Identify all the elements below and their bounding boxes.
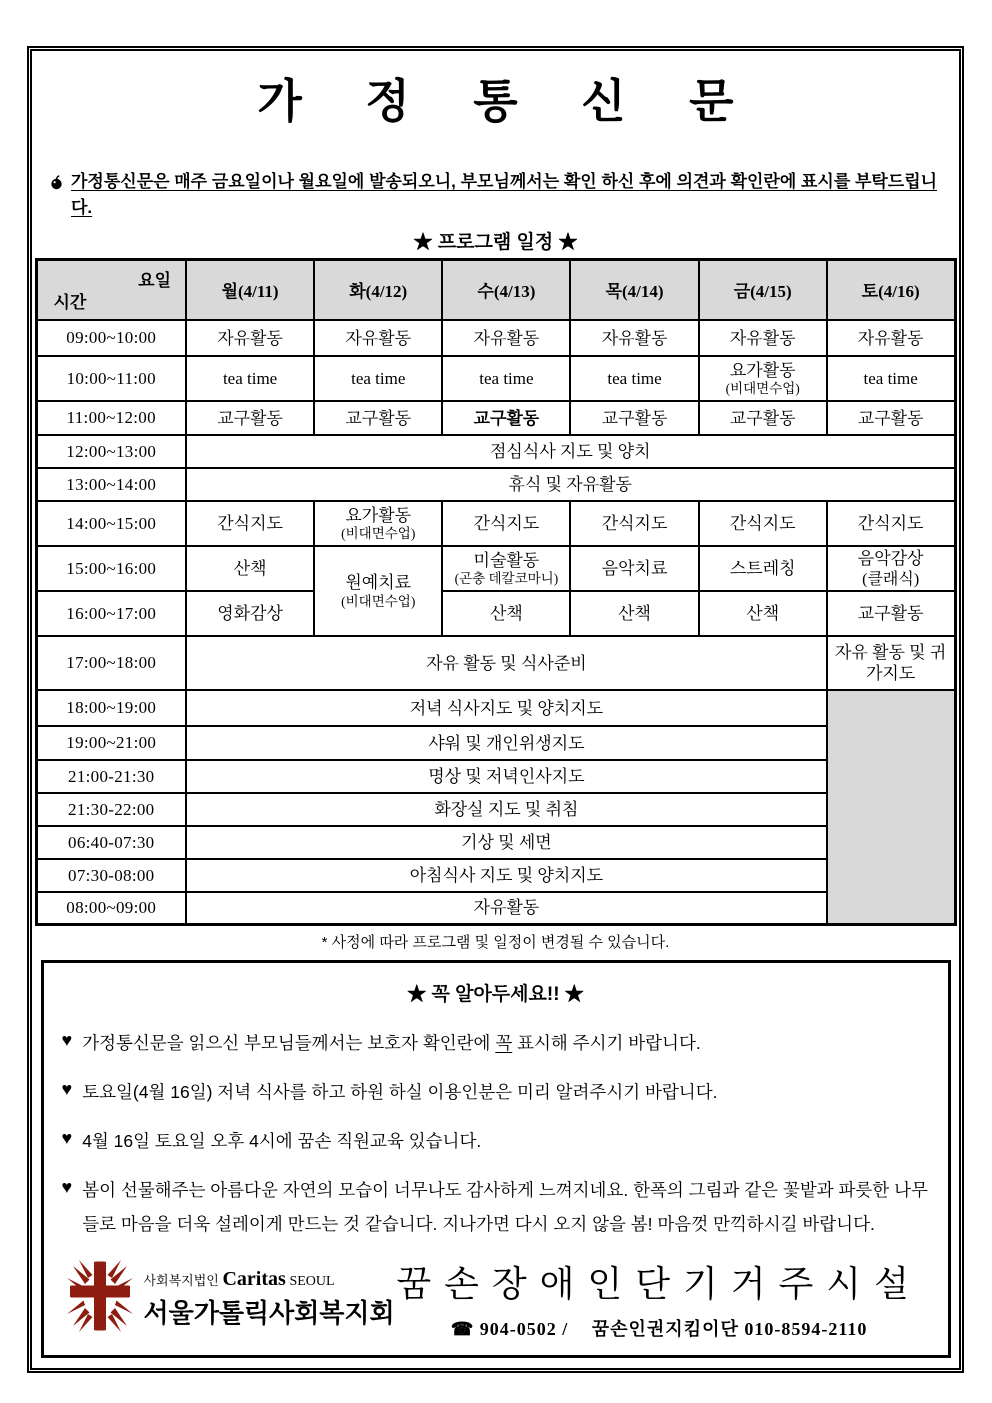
schedule-row xyxy=(36,859,955,892)
schedule-cell: 교구활동 xyxy=(699,401,827,435)
time-cell: 12:00~13:00 xyxy=(36,435,186,468)
schedule-cell: 간식지도 xyxy=(699,501,827,546)
schedule-cell: 명상 및 저녁인사지도 xyxy=(186,760,827,793)
schedule-header-row xyxy=(36,259,955,320)
time-cell: 17:00~18:00 xyxy=(36,636,186,690)
schedule-footnote: * 사정에 따라 프로그램 및 일정이 변경될 수 있습니다. xyxy=(321,933,670,951)
schedule-cell: 교구활동 xyxy=(827,401,955,435)
schedule-cell: 요가활동 (비대면수업) xyxy=(314,501,442,546)
schedule-cell: tea time xyxy=(570,356,698,401)
org-line1 xyxy=(144,1268,395,1291)
schedule-row xyxy=(36,546,955,591)
schedule-cell: 음악감상 (클래식) xyxy=(827,546,955,591)
org-caritas-label: Caritas xyxy=(222,1267,286,1290)
day-header-cell: 월(4/11) xyxy=(186,259,314,320)
schedule-cell: 산책 xyxy=(699,591,827,636)
day-header-cell: 목(4/14) xyxy=(570,259,698,320)
schedule-cell: 자유활동 xyxy=(186,320,314,356)
schedule-cell: 자유활동 xyxy=(442,320,570,356)
phone-number: 904-0502 xyxy=(479,1319,557,1340)
schedule-table xyxy=(35,258,957,926)
schedule-cell: 교구활동 xyxy=(314,401,442,435)
notice-item xyxy=(62,1075,930,1109)
schedule-cell: 교구활동 xyxy=(570,401,698,435)
footer xyxy=(58,1256,934,1341)
time-cell: 09:00~10:00 xyxy=(36,320,186,356)
caritas-logo-block xyxy=(58,1257,395,1340)
schedule-cell: tea time xyxy=(827,356,955,401)
schedule-cell: 스트레칭 xyxy=(699,546,827,591)
heart-bullet-icon: ♥ xyxy=(61,1029,73,1050)
caritas-emblem-icon xyxy=(64,1257,136,1340)
schedule-row xyxy=(36,591,955,636)
schedule-cell: 미술활동 (곤충 데칼코마니) xyxy=(442,546,570,591)
phone-icon: ☎ xyxy=(450,1319,475,1340)
schedule-cell: 교구활동 xyxy=(827,591,955,636)
schedule-row xyxy=(36,468,955,501)
schedule-cell: 간식지도 xyxy=(570,501,698,546)
notice-item xyxy=(62,1124,930,1158)
org-seoul-label: SEOUL xyxy=(289,1273,335,1289)
schedule-cell: 간식지도 xyxy=(442,501,570,546)
time-cell: 13:00~14:00 xyxy=(36,468,186,501)
schedule-row xyxy=(36,690,955,726)
schedule-cell xyxy=(827,690,955,924)
heart-bullet-icon: ♥ xyxy=(61,1078,73,1099)
heart-bullet-icon: ♥ xyxy=(61,1177,73,1198)
time-cell: 10:00~11:00 xyxy=(36,356,186,401)
schedule-row xyxy=(36,320,955,356)
notice-box xyxy=(41,960,951,1359)
time-cell: 08:00~09:00 xyxy=(36,892,186,924)
schedule-row xyxy=(36,435,955,468)
notice-list xyxy=(62,1026,930,1242)
facility-name: 꿈손장애인단기거주시설 xyxy=(396,1264,922,1305)
phone-separator: / xyxy=(562,1319,569,1340)
schedule-row xyxy=(36,636,955,690)
time-cell: 16:00~17:00 xyxy=(36,591,186,636)
notice-item xyxy=(62,1026,930,1060)
notice-title: ★ 꼭 알아두세요!! ★ xyxy=(407,983,584,1005)
schedule-cell: 교구활동 xyxy=(442,401,570,435)
schedule-heading: ★ 프로그램 일정 ★ xyxy=(413,231,578,253)
time-cell: 14:00~15:00 xyxy=(36,501,186,546)
org-name: 서울가톨릭사회복지회 xyxy=(143,1297,395,1328)
time-cell: 11:00~12:00 xyxy=(36,401,186,435)
schedule-cell: tea time xyxy=(442,356,570,401)
intro-text: 가정통신문은 매주 금요일이나 월요일에 발송되오니, 부모님께서는 확인 하신 후에 의견과 확인란에 표시를 부탁드립니다. xyxy=(71,172,938,218)
schedule-cell: 아침식사 지도 및 양치지도 xyxy=(186,859,827,892)
schedule-cell: 휴식 및 자유활동 xyxy=(186,468,955,501)
document-border xyxy=(27,46,964,1373)
schedule-cell: 자유활동 xyxy=(570,320,698,356)
notice-item xyxy=(62,1173,930,1241)
schedule-cell: 산책 xyxy=(186,546,314,591)
day-header-cell: 화(4/12) xyxy=(314,259,442,320)
schedule-cell: 음악치료 xyxy=(570,546,698,591)
schedule-cell: 산책 xyxy=(442,591,570,636)
schedule-cell: 교구활동 xyxy=(186,401,314,435)
facility-block xyxy=(395,1256,934,1341)
schedule-cell: tea time xyxy=(186,356,314,401)
heart-bullet-icon: ♥ xyxy=(61,1127,73,1148)
schedule-cell: 산책 xyxy=(570,591,698,636)
schedule-cell: 자유활동 xyxy=(699,320,827,356)
notice-item-text: 가정통신문을 읽으신 부모님들께서는 보호자 확인란에 꼭 표시해 주시기 바랍니다. xyxy=(82,1032,701,1053)
schedule-cell: 간식지도 xyxy=(186,501,314,546)
page-title: 가 정 통 신 문 xyxy=(257,76,760,127)
schedule-cell: 자유활동 xyxy=(827,320,955,356)
notice-item-text: 토요일(4월 16일) 저녁 식사를 하고 하원 하실 이용인분은 미리 알려주시기 바랍니다. xyxy=(82,1081,718,1102)
schedule-cell: 영화감상 xyxy=(186,591,314,636)
apple-bullet-icon xyxy=(50,175,63,195)
guard-phone: 010-8594-2110 xyxy=(744,1319,868,1340)
org-type-label: 사회복지법인 xyxy=(143,1272,219,1288)
intro-note xyxy=(48,169,943,222)
schedule-cell: 간식지도 xyxy=(827,501,955,546)
time-cell: 06:40-07:30 xyxy=(36,826,186,859)
corner-time-label: 시간 xyxy=(53,293,87,313)
schedule-row xyxy=(36,760,955,793)
schedule-row xyxy=(36,401,955,435)
corner-day-label: 요일 xyxy=(138,270,171,290)
day-header-cell: 토(4/16) xyxy=(827,259,955,320)
time-cell: 18:00~19:00 xyxy=(36,690,186,726)
schedule-row xyxy=(36,892,955,924)
time-cell: 21:30-22:00 xyxy=(36,793,186,826)
guard-label: 꿈손인권지킴이단 xyxy=(591,1319,739,1340)
time-cell: 19:00~21:00 xyxy=(36,726,186,760)
contact-line xyxy=(395,1315,924,1341)
org-text xyxy=(144,1268,395,1330)
corner-cell xyxy=(36,259,186,320)
schedule-row xyxy=(36,826,955,859)
schedule-cell: 자유 활동 및 귀가지도 xyxy=(827,636,955,690)
schedule-cell: 자유 활동 및 식사준비 xyxy=(186,636,827,690)
schedule-row xyxy=(36,793,955,826)
schedule-row xyxy=(36,356,955,401)
notice-item-text: 봄이 선물해주는 아름다운 자연의 모습이 너무나도 감사하게 느껴지네요. 한폭의 그림과 같은 꽃밭과 파릇한 나무들로 마음을 더욱 설레이게 만드는 것 같습니다. 지나가면 다시 오지 않을 봄! 마음껏 만끽하시길 바랍니다. xyxy=(82,1180,928,1235)
schedule-cell: 원예치료 (비대면수업) xyxy=(314,546,442,636)
schedule-cell: 샤워 및 개인위생지도 xyxy=(186,726,827,760)
time-cell: 15:00~16:00 xyxy=(36,546,186,591)
day-header-cell: 금(4/15) xyxy=(699,259,827,320)
schedule-cell: 자유활동 xyxy=(314,320,442,356)
schedule-cell: 점심식사 지도 및 양치 xyxy=(186,435,955,468)
schedule-cell: 요가활동 (비대면수업) xyxy=(699,356,827,401)
schedule-cell: 화장실 지도 및 취침 xyxy=(186,793,827,826)
schedule-cell: tea time xyxy=(314,356,442,401)
schedule-cell: 저녁 식사지도 및 양치지도 xyxy=(186,690,827,726)
notice-item-text: 4월 16일 토요일 오후 4시에 꿈손 직원교육 있습니다. xyxy=(82,1130,482,1151)
schedule-cell: 자유활동 xyxy=(186,892,827,924)
schedule-row xyxy=(36,726,955,760)
schedule-row xyxy=(36,501,955,546)
schedule-cell: 기상 및 세면 xyxy=(186,826,827,859)
time-cell: 07:30-08:00 xyxy=(36,859,186,892)
day-header-cell: 수(4/13) xyxy=(442,259,570,320)
time-cell: 21:00-21:30 xyxy=(36,760,186,793)
